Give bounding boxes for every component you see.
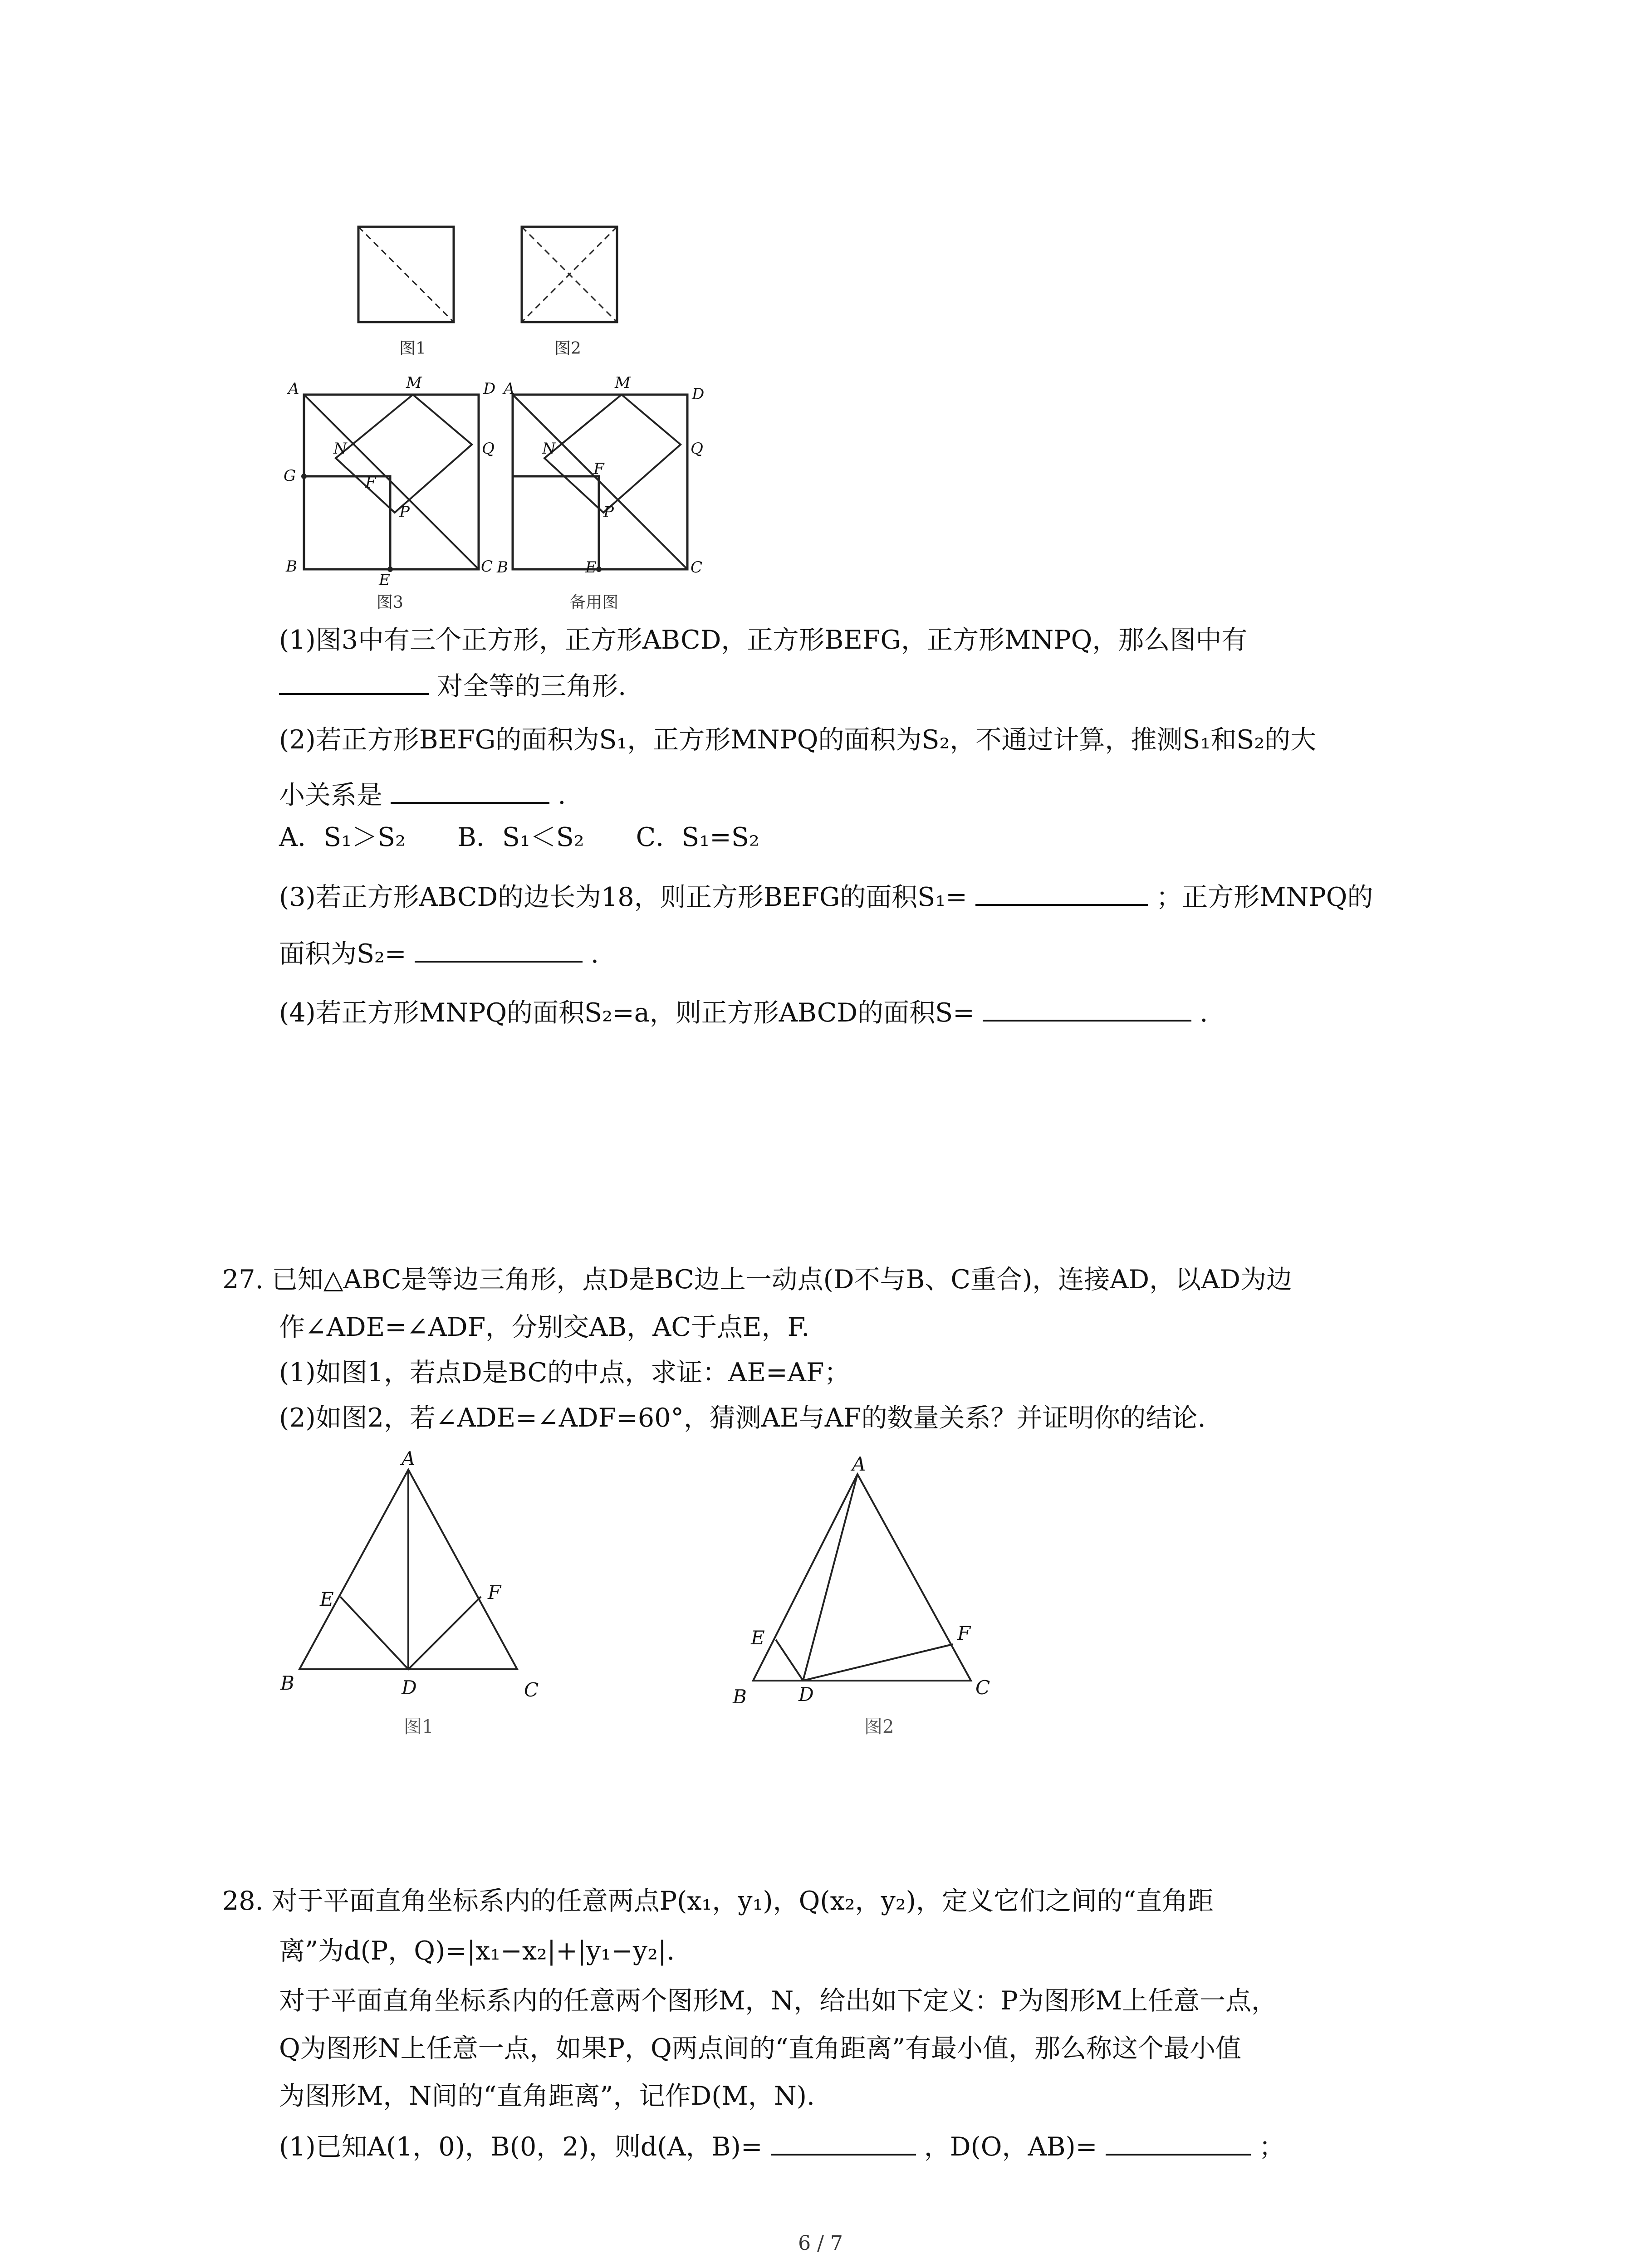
q27-fig1-F: F xyxy=(488,1581,501,1603)
answer-blank-q26-2[interactable] xyxy=(391,780,549,804)
spare-label-E: E xyxy=(585,558,597,577)
q28-line4: Q为图形N上任意一点，如果P，Q两点间的“直角距离”有最小值，那么称这个最小值 xyxy=(279,2033,1241,2063)
page-number: 6 / 7 xyxy=(798,2232,843,2255)
q27-fig2-B: B xyxy=(733,1686,747,1708)
q26-part3-line1: (3)若正方形ABCD的边长为18，则正方形BEFG的面积S₁= ；正方形MNPQ的 xyxy=(279,882,1373,912)
q28-number: 28. xyxy=(222,1886,264,1916)
answer-blank-q28-1b[interactable] xyxy=(1106,2132,1251,2156)
answer-blank-q26-3b[interactable] xyxy=(415,939,583,963)
q28-line6: (1)已知A(1，0)，B(0，2)，则d(A，B)= ，D(O，AB)= ； xyxy=(279,2132,1285,2162)
q27-line2: 作∠ADE=∠ADF，分别交AB，AC于点E，F. xyxy=(279,1312,810,1342)
q27-fig2-caption: 图2 xyxy=(864,1716,894,1737)
spare-label-Q: Q xyxy=(691,440,703,458)
fig3-label-C: C xyxy=(481,557,493,576)
fig3-label-M: M xyxy=(406,374,422,392)
spare-label-A: A xyxy=(504,380,515,398)
spare-label-D: D xyxy=(692,385,705,403)
answer-blank-q26-4[interactable] xyxy=(983,998,1191,1022)
q28-line1: 28. 对于平面直角坐标系内的任意两点P(x₁，y₁)，Q(x₂，y₂)，定义它们之间的“直角距 xyxy=(222,1886,1214,1916)
q27-fig2-A: A xyxy=(852,1453,866,1475)
q27-figures xyxy=(263,1442,1034,1742)
answer-blank-q26-1[interactable] xyxy=(279,671,429,695)
q27-fig1-D: D xyxy=(402,1677,417,1699)
fig2-caption: 图2 xyxy=(554,339,581,358)
spare-label-M: M xyxy=(615,374,631,392)
answer-blank-q26-3a[interactable] xyxy=(975,882,1148,906)
q27-fig2-F: F xyxy=(957,1622,971,1644)
fig3-label-A: A xyxy=(288,380,299,398)
fig3-label-N: N xyxy=(333,440,347,458)
q27-fig2-C: C xyxy=(975,1677,990,1699)
q26-part2-line1: (2)若正方形BEFG的面积为S₁，正方形MNPQ的面积为S₂，不通过计算，推测S₁和S₂的大 xyxy=(279,725,1317,755)
fig3-label-E: E xyxy=(379,571,390,589)
q27-fig2-D: D xyxy=(798,1683,814,1706)
q27-fig2-E: E xyxy=(751,1627,765,1649)
spare-label-F: F xyxy=(593,460,604,478)
spare-label-B: B xyxy=(497,558,508,577)
q28-line2: 离”为d(P，Q)=|x₁−x₂|+|y₁−y₂|. xyxy=(279,1936,675,1966)
spare-caption: 备用图 xyxy=(569,593,619,612)
q27-fig1-C: C xyxy=(524,1679,539,1701)
q27-line4: (2)如图2，若∠ADE=∠ADF=60°，猜测AE与AF的数量关系？并证明你的结论. xyxy=(279,1403,1206,1433)
q26-choices: A．S₁＞S₂ B．S₁＜S₂ C．S₁=S₂ xyxy=(279,822,759,852)
q26-part1-line2: 对全等的三角形. xyxy=(279,671,626,701)
q28-line3: 对于平面直角坐标系内的任意两个图形M，N，给出如下定义：P为图形M上任意一点， xyxy=(279,1986,1277,2016)
fig3-label-P: P xyxy=(399,503,410,521)
q26-part3-line2: 面积为S₂= . xyxy=(279,939,599,969)
q27-line1: 27. 已知△ABC是等边三角形，点D是BC边上一动点(D不与B、C重合)，连接AD，以AD为边 xyxy=(222,1265,1292,1295)
spare-label-P: P xyxy=(603,503,614,521)
fig3-caption: 图3 xyxy=(377,593,403,612)
q28-line5: 为图形M，N间的“直角距离”，记作D(M，N). xyxy=(279,2081,815,2111)
top-figures xyxy=(272,213,726,621)
answer-blank-q28-1a[interactable] xyxy=(771,2132,916,2156)
q27-line3: (1)如图1，若点D是BC的中点，求证：AE=AF； xyxy=(279,1358,850,1388)
q27-number: 27. xyxy=(222,1265,264,1295)
q26-part1-line1: (1)图3中有三个正方形，正方形ABCD，正方形BEFG，正方形MNPQ，那么图中有 xyxy=(279,625,1248,655)
fig1-caption: 图1 xyxy=(399,339,426,358)
q27-fig1-caption: 图1 xyxy=(404,1716,434,1737)
fig3-label-Q: Q xyxy=(482,440,495,458)
q27-fig1-E: E xyxy=(320,1588,334,1610)
fig3-label-D: D xyxy=(483,380,496,398)
q26-part2-line2: 小关系是 . xyxy=(279,780,566,810)
fig3-label-B: B xyxy=(286,557,297,576)
spare-label-N: N xyxy=(542,440,556,458)
q27-fig1-A: A xyxy=(402,1447,416,1470)
spare-label-C: C xyxy=(691,558,703,577)
q26-part4: (4)若正方形MNPQ的面积S₂=a，则正方形ABCD的面积S= . xyxy=(279,998,1208,1028)
q27-fig1-B: B xyxy=(280,1672,294,1694)
fig3-label-G: G xyxy=(284,467,296,485)
fig3-label-F: F xyxy=(365,474,376,492)
